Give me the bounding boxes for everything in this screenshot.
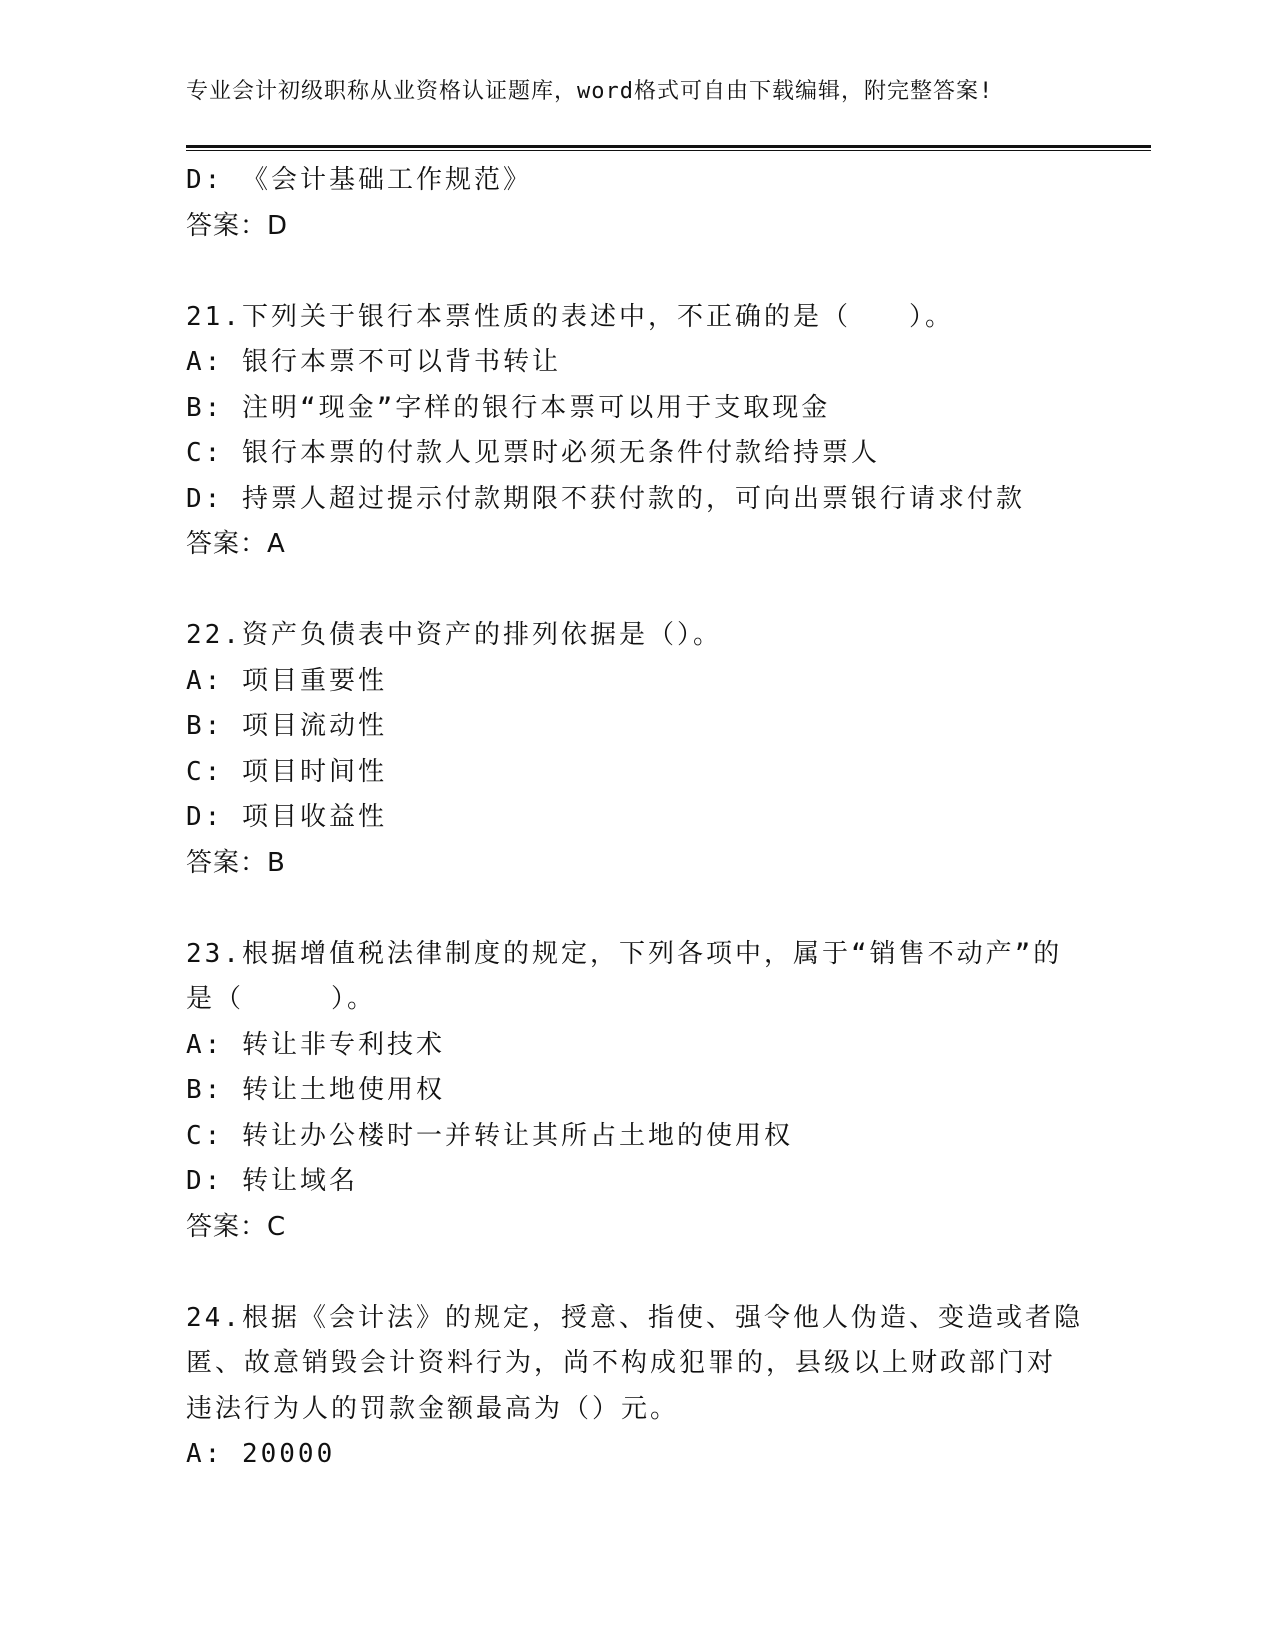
page-header: 专业会计初级职称从业资格认证题库，word格式可自由下载编辑，附完整答案!: [186, 79, 994, 104]
q21-option-a: A: 银行本票不可以背书转让: [186, 347, 561, 377]
q24-option-a: A: 20000: [186, 1439, 336, 1469]
q21-option-b: B: 注明“现金”字样的银行本票可以用于支取现金: [186, 392, 831, 423]
spacer: [186, 886, 1086, 932]
q24-stem-line-2: 匿、故意销毁会计资料行为，尚不构成犯罪的，县级以上财政部门对: [186, 1348, 1057, 1378]
header-rule-thick: [186, 145, 1151, 148]
spacer: [186, 1250, 1086, 1296]
q22-option-c: C: 项目时间性: [186, 756, 387, 787]
q22-option-b: B: 项目流动性: [186, 711, 387, 741]
q22-answer: 答案：B: [186, 847, 286, 878]
prev-answer: 答案：D: [186, 210, 289, 241]
q23-option-d: D: 转让域名: [186, 1166, 358, 1196]
q22-stem: 22.资产负债表中资产的排列依据是（）。: [186, 620, 722, 650]
spacer: [186, 249, 1086, 295]
header-rule-thin: [186, 150, 1151, 151]
q21-option-c: C: 银行本票的付款人见票时必须无条件付款给持票人: [186, 438, 880, 468]
question-content: [186, 158, 1086, 1478]
q21-stem: 21.下列关于银行本票性质的表述中，不正确的是（ ）。: [186, 301, 954, 332]
q23-stem-line-2: 是（ ）。: [186, 984, 377, 1014]
q21-option-d: D: 持票人超过提示付款期限不获付款的，可向出票银行请求付款: [186, 483, 1025, 514]
spacer: [186, 568, 1086, 614]
q23-answer: 答案：C: [186, 1211, 287, 1242]
q23-option-a: A: 转让非专利技术: [186, 1029, 445, 1060]
q24-stem-line-3: 违法行为人的罚款金额最高为（）元。: [186, 1393, 680, 1424]
q23-stem-line-1: 23.根据增值税法律制度的规定，下列各项中，属于“销售不动产”的: [186, 938, 1063, 969]
q22-option-a: A: 项目重要性: [186, 665, 387, 696]
q21-answer: 答案：A: [186, 529, 286, 559]
prev-option-d: D: 《会计基础工作规范》: [186, 165, 532, 195]
q23-option-c: C: 转让办公楼时一并转让其所占土地的使用权: [186, 1120, 793, 1151]
q24-stem-line-1: 24.根据《会计法》的规定，授意、指使、强令他人伪造、变造或者隐: [186, 1302, 1083, 1333]
q23-option-b: B: 转让土地使用权: [186, 1075, 445, 1105]
q22-option-d: D: 项目收益性: [186, 802, 387, 832]
